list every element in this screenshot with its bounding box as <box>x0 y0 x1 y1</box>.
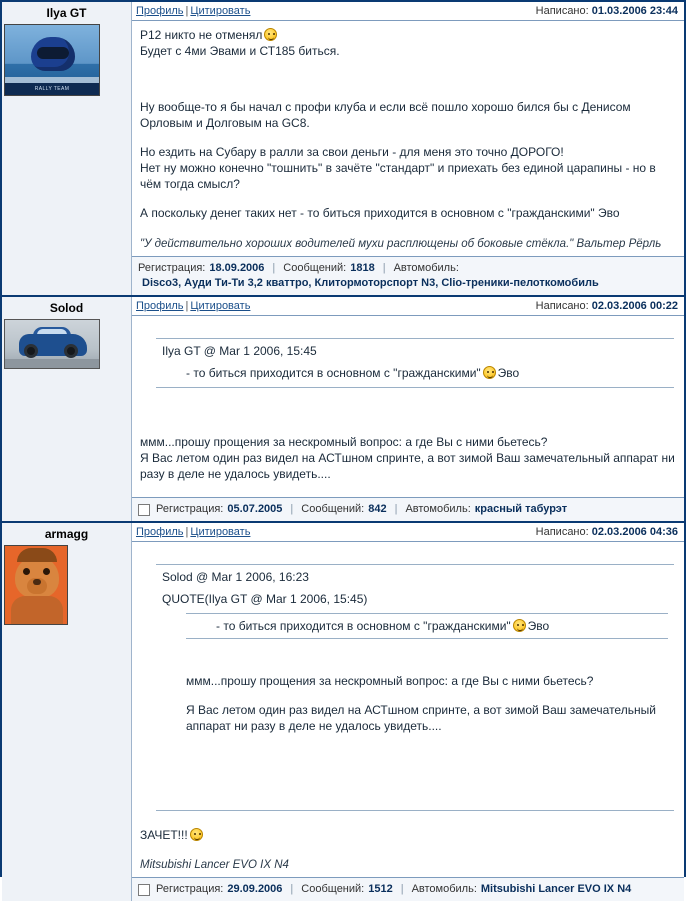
profile-link[interactable]: Профиль <box>136 526 184 538</box>
post-date <box>536 300 678 312</box>
paragraph: Ну вообще-то я бы начал с профи клуба и если всё пошло хорошо бился бы с Денисом Орловым и Долговым на GC8. <box>140 100 631 130</box>
post-info <box>132 256 684 295</box>
posted-label: Написано: <box>535 300 589 312</box>
paragraph: Нет ну можно конечно "тошнить" в зачёте "стандарт" и приехать без единой царапины - но в чём тогда смысл? <box>140 161 656 191</box>
paragraph: ммм...прошу прощения за нескромный вопрос: а где Вы с ними бьетесь? <box>140 435 548 449</box>
divider: | <box>290 883 294 895</box>
car-value: Mitsubishi Lancer EVO IX N4 <box>480 883 632 895</box>
posted-label: Написано: <box>535 5 589 17</box>
quote-author: Solod @ Mar 1 2006, 16:23 <box>162 570 309 584</box>
nested-quote-text-tail: Эво <box>527 619 550 633</box>
registration-label: Регистрация: <box>156 883 224 895</box>
select-post-checkbox[interactable] <box>138 504 150 516</box>
signature: "У действительно хороших водителей мухи расплющены об боковые стёкла." Вальтер Рёрль <box>140 238 662 250</box>
post <box>2 523 684 901</box>
avatar <box>4 545 129 625</box>
post-date <box>536 5 678 17</box>
post-author-column <box>2 2 132 295</box>
smiley-icon <box>190 828 203 841</box>
quote-text-value: - то биться приходится в основном с "гражданскими" <box>186 366 481 380</box>
smiley-icon <box>513 619 526 632</box>
quote-link[interactable]: Цитировать <box>190 300 251 312</box>
divider: | <box>400 883 404 895</box>
quote-text-tail: Эво <box>497 366 520 380</box>
paragraph-text: А поскольку денег таких нет - то биться приходится в основном с "гражданскими" Эво <box>140 206 620 220</box>
post-body-column <box>132 2 684 295</box>
registration-value: 05.07.2005 <box>227 503 283 515</box>
profile-link[interactable]: Профиль <box>136 5 184 17</box>
nested-quote-text-value: - то биться приходится в основном с "гражданскими" <box>216 619 511 633</box>
author-name: Solod <box>49 301 84 315</box>
avatar <box>4 319 129 369</box>
registration-value: 18.09.2006 <box>209 262 265 274</box>
post-author-column <box>2 523 132 901</box>
paragraph <box>140 27 676 43</box>
post-actions: Профиль | Цитировать <box>136 300 251 312</box>
post-author-column <box>2 297 132 521</box>
paragraph-text: ЗАЧЕТ!!! <box>140 828 188 842</box>
quote-block <box>156 338 674 388</box>
smiley-icon <box>264 28 277 41</box>
paragraph-text: Будет с 4ми Эвами и СТ185 биться. <box>140 44 340 58</box>
registration-value: 29.09.2006 <box>227 883 283 895</box>
paragraph <box>140 43 676 59</box>
post-content <box>132 398 684 497</box>
blue-car-avatar-image <box>4 319 100 369</box>
smiley-icon <box>483 366 496 379</box>
messages-value: 842 <box>368 503 387 515</box>
post-content <box>132 821 684 845</box>
divider: | <box>382 262 386 274</box>
signature: Mitsubishi Lancer EVO IX N4 <box>140 859 289 871</box>
alf-avatar-image <box>4 545 68 625</box>
posted-value: 02.03.2006 04:36 <box>591 526 678 538</box>
author-name: armagg <box>44 527 89 541</box>
car-value: красный табурэт <box>474 503 568 515</box>
quote-author: Ilya GT @ Mar 1 2006, 15:45 <box>162 344 317 358</box>
car-label: Автомобиль: <box>405 503 471 515</box>
paragraph <box>140 205 676 221</box>
messages-value: 1512 <box>368 883 393 895</box>
helmet-avatar-image: RALLY TEAM <box>4 24 100 96</box>
messages-label: Сообщений: <box>283 262 347 274</box>
select-post-checkbox[interactable] <box>138 884 150 896</box>
quote-block <box>156 564 674 811</box>
messages-value: 1818 <box>350 262 375 274</box>
car-label: Автомобиль: <box>411 883 477 895</box>
post-header <box>132 297 684 316</box>
paragraph <box>140 827 676 843</box>
post-actions: Профиль | Цитировать <box>136 526 251 538</box>
post-actions: Профиль | Цитировать <box>136 5 251 17</box>
quote-paragraph: ммм...прошу прощения за нескромный вопрос: а где Вы с ними бьетесь? <box>186 674 594 688</box>
quote-paragraph: Я Вас летом один раз видел на АСТшном спринте, а вот зимой Ваш замечательный аппарат ни разу в деле не удалось увидеть.... <box>186 703 656 733</box>
profile-link[interactable]: Профиль <box>136 300 184 312</box>
divider: | <box>272 262 276 274</box>
car-value: Disco3, Ауди Ти-Ти 3,2 кваттро, Клитормоторспорт N3, Clio-треники-пелоткомобиль <box>142 277 599 289</box>
post-info <box>132 497 684 521</box>
nested-quote-author: QUOTE(Ilya GT @ Mar 1 2006, 15:45) <box>162 592 368 606</box>
quote-text <box>186 365 668 381</box>
post-content <box>132 21 684 236</box>
posted-value: 01.03.2006 23:44 <box>591 5 678 17</box>
paragraph-text: Р12 никто не отменял <box>140 28 263 42</box>
post-date <box>536 526 678 538</box>
quote-link[interactable]: Цитировать <box>190 5 251 17</box>
registration-label: Регистрация: <box>156 503 224 515</box>
paragraph: Но ездить на Субару в ралли за свои деньги - для меня это точно ДОРОГО! <box>140 145 564 159</box>
posted-value: 02.03.2006 00:22 <box>591 300 678 312</box>
quote-link[interactable]: Цитировать <box>190 526 251 538</box>
post-info <box>132 877 684 901</box>
post-body-column <box>132 297 684 521</box>
post-header <box>132 2 684 21</box>
car-label: Автомобиль: <box>393 262 459 274</box>
messages-label: Сообщений: <box>301 503 365 515</box>
post <box>2 2 684 297</box>
post <box>2 297 684 523</box>
divider: | <box>290 503 294 515</box>
paragraph: Я Вас летом один раз видел на АСТшном спринте, а вот зимой Ваш замечательный аппарат ни разу в деле не удалось увидеть.... <box>140 451 675 481</box>
nested-quote-text <box>216 618 662 634</box>
messages-label: Сообщений: <box>301 883 365 895</box>
nested-quote-block <box>186 613 668 639</box>
posted-label: Написано: <box>535 526 589 538</box>
post-body-column <box>132 523 684 901</box>
registration-label: Регистрация: <box>138 262 206 274</box>
divider: | <box>394 503 398 515</box>
avatar <box>4 24 129 96</box>
author-name: Ilya GT <box>46 6 87 20</box>
post-header <box>132 523 684 542</box>
